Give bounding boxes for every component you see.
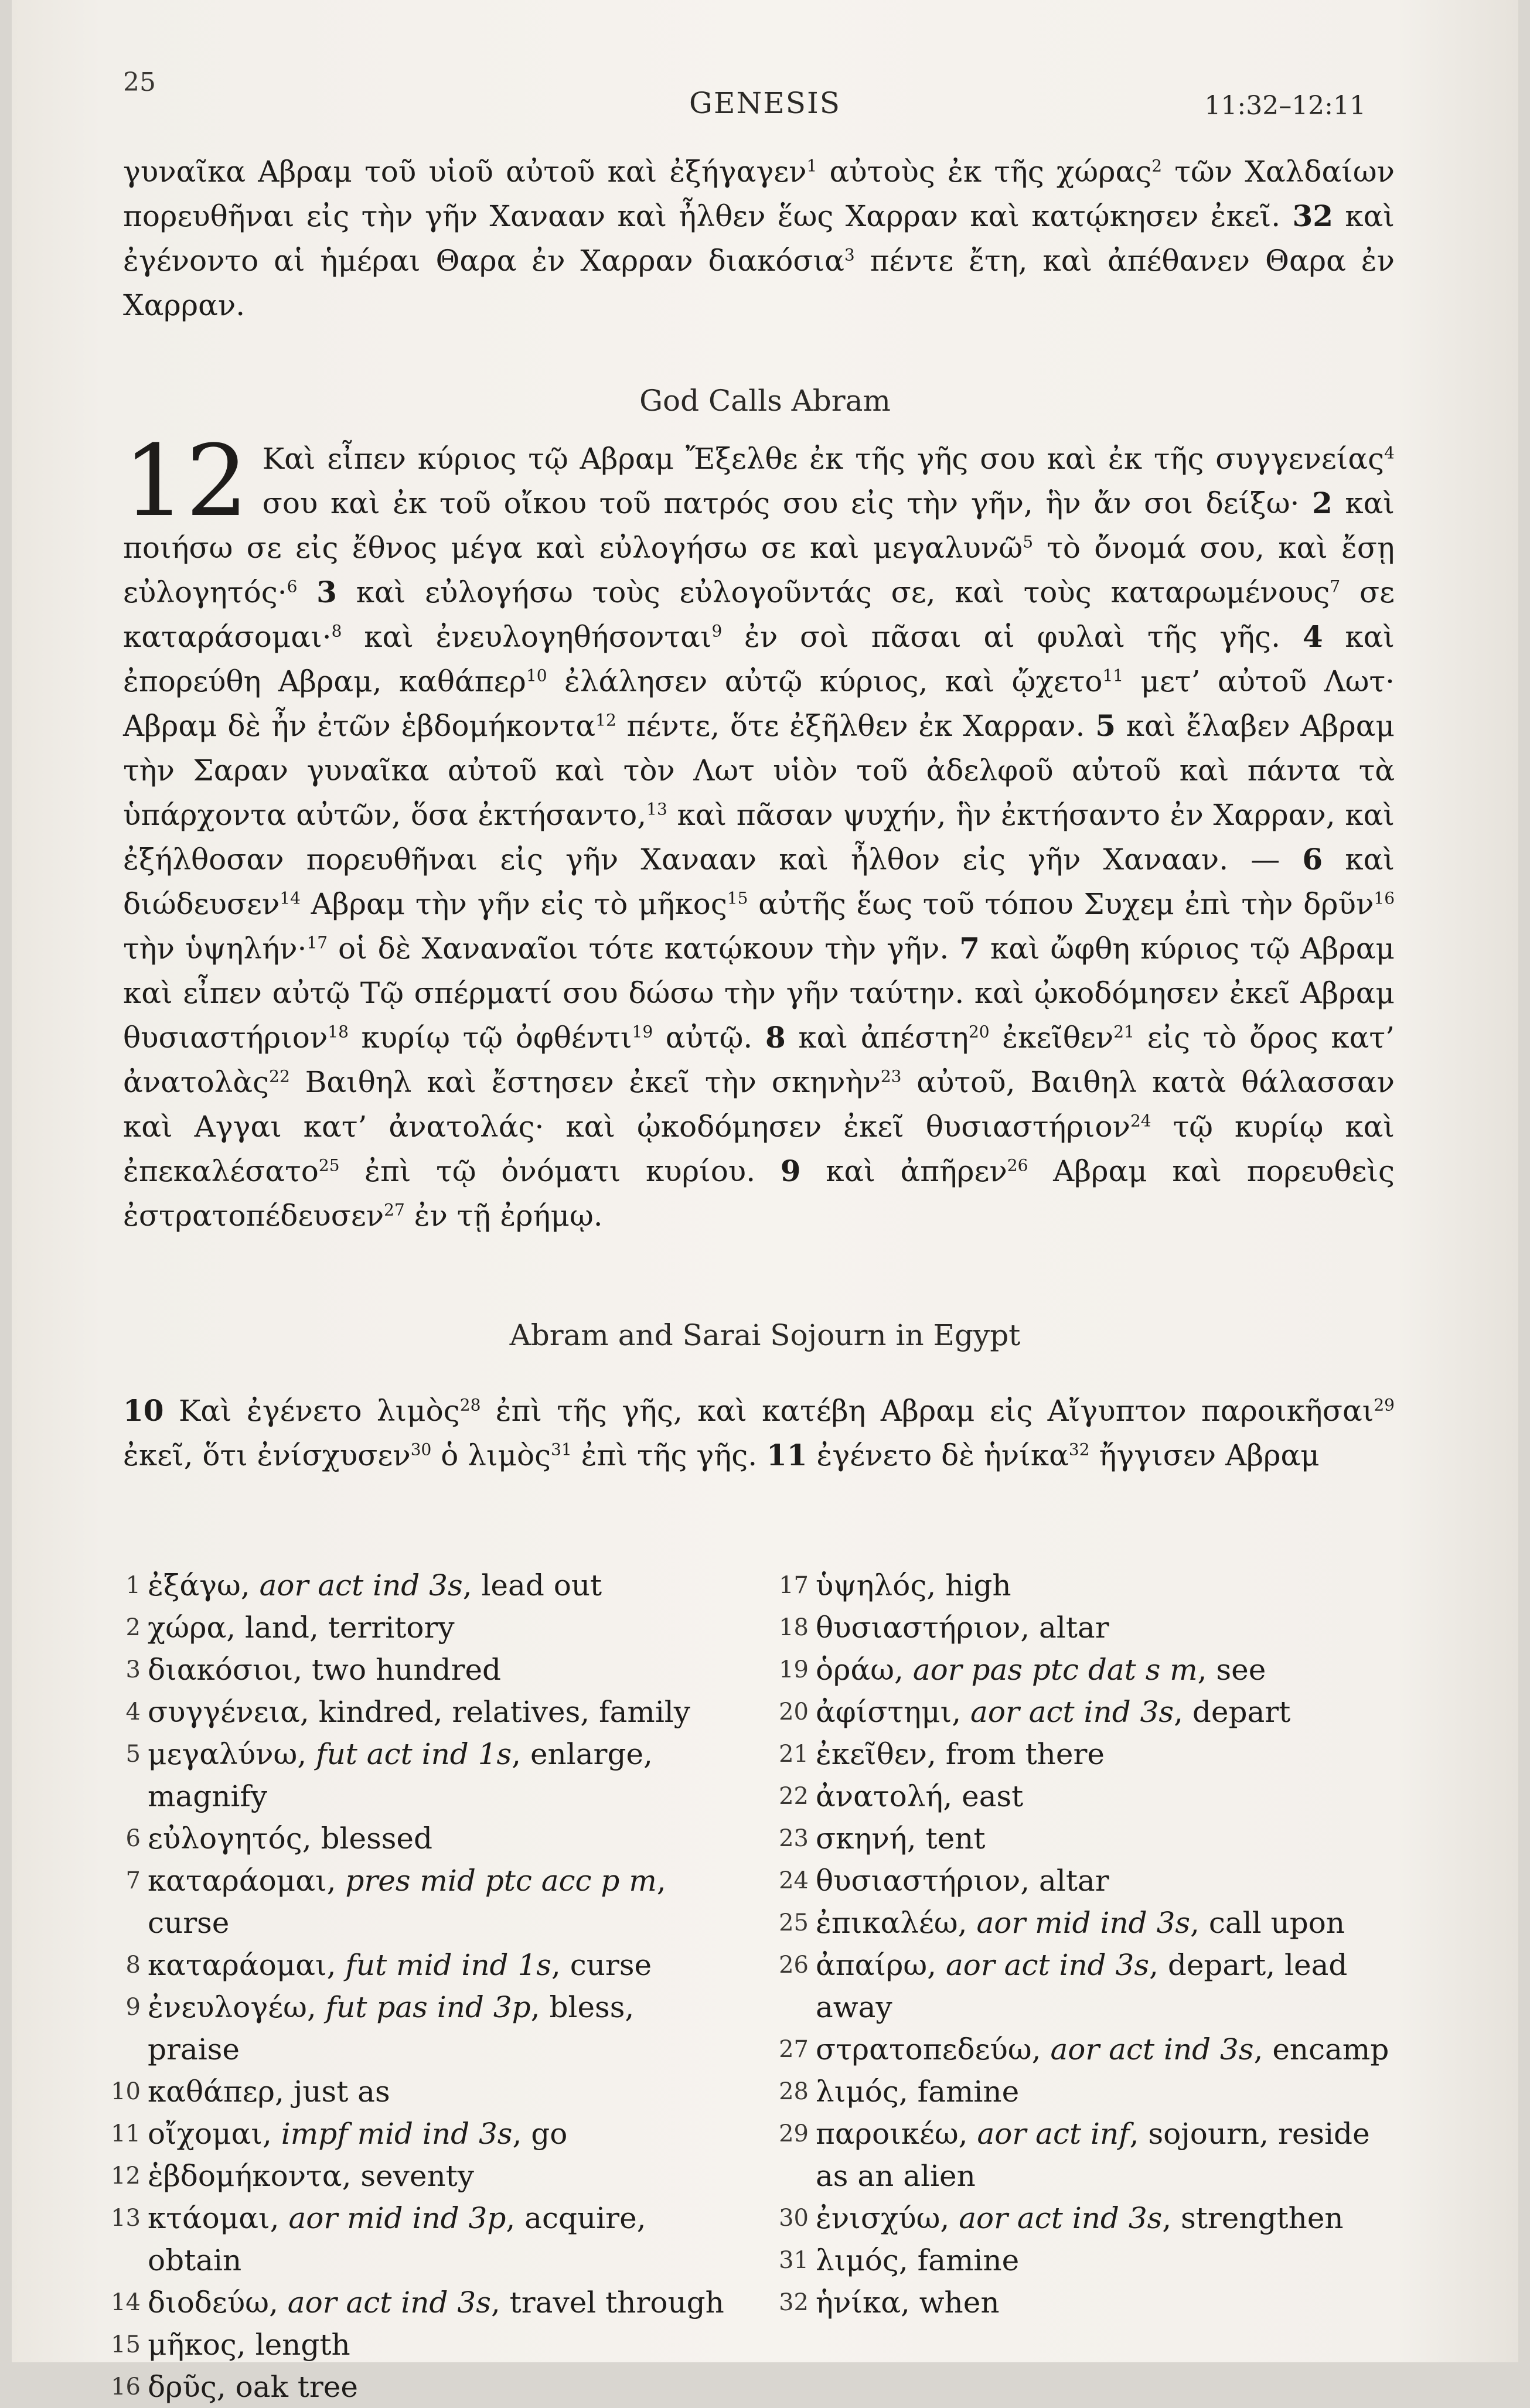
footnote-text: μῆκος, length: [148, 2328, 350, 2362]
footnote-marker: 21: [1113, 1022, 1134, 1042]
footnote-number: 16: [111, 2373, 141, 2400]
footnote-marker: 12: [595, 710, 616, 730]
text-run: καὶ εὐλογήσω τοὺς εὐλογοῦντάς σε, καὶ τοὺς καταρωμένους: [336, 575, 1330, 609]
text-run: τῷ κυρίῳ καὶ ἐπεκαλέσατο: [123, 1110, 1395, 1188]
footnote-marker: 3: [844, 245, 855, 265]
footnote-marker: 30: [410, 1440, 432, 1459]
footnote-text: ἀφίστημι, aor act ind 3s, depart: [816, 1695, 1291, 1729]
section-heading-egypt: Abram and Sarai Sojourn in Egypt: [509, 1318, 1021, 1352]
footnote-text: ἐξάγω, aor act ind 3s, lead out: [148, 1568, 602, 1602]
footnote-item: [768, 1944, 1400, 2028]
text-run: αὐτοῦ, Βαιθηλ κατὰ θάλασσαν καὶ Αγγαι κατ’ ἀνατολάς· καὶ ᾠκοδόμησεν ἐκεῖ θυσιαστήριον: [123, 1065, 1395, 1144]
footnote-item: [768, 2113, 1400, 2197]
footnote-number: 11: [111, 2120, 141, 2147]
text-run: τὴν ὑψηλήν·: [123, 932, 307, 966]
footnote-item: [768, 1607, 1400, 1649]
footnote-number: 25: [779, 1909, 809, 1936]
footnote-number: 14: [111, 2289, 141, 2316]
verse-number: 8: [765, 1020, 786, 1055]
footnote-number: 2: [125, 1614, 141, 1641]
text-run: καὶ ἐπορεύθη Αβραμ, καθάπερ: [123, 620, 1395, 698]
footnote-text: θυσιαστήριον, altar: [816, 1864, 1109, 1898]
footnote-marker: 28: [459, 1395, 481, 1415]
text-run: ἐγένετο δὲ ἡνίκα: [807, 1438, 1069, 1472]
footnote-text: ἡνίκα, when: [816, 2286, 1000, 2320]
verse-number: 9: [780, 1154, 801, 1188]
footnote-marker: 16: [1374, 888, 1395, 908]
text-run: αὐτῆς ἕως τοῦ τόπου Συχεμ ἐπὶ τὴν δρῦν: [748, 887, 1374, 921]
text-run: Καὶ ἐγένετο λιμὸς: [163, 1394, 460, 1428]
footnote-item: [100, 2155, 732, 2197]
footnote-item: [768, 1564, 1400, 1607]
text-run: τῶν Χαλδαίων πορευθῆναι εἰς τὴν γῆν Χανααν καὶ ἦλθεν ἕως Χαρραν καὶ κατῴκησεν ἐκεῖ.: [123, 155, 1395, 233]
text-run: κυρίῳ τῷ ὀφθέντι: [348, 1021, 632, 1055]
footnote-number: 23: [779, 1825, 809, 1852]
footnote-item: [768, 1775, 1400, 1817]
footnote-item: [100, 1649, 732, 1691]
footnote-number: 18: [779, 1614, 809, 1641]
running-header: [12, 62, 1518, 132]
footnote-number: 27: [779, 2036, 809, 2063]
text-run: ἐπὶ τῆς γῆς.: [571, 1438, 767, 1472]
footnote-item: [768, 1902, 1400, 1944]
text-run: ἐπὶ τῷ ὀνόματι κυρίου.: [339, 1154, 781, 1188]
footnote-text: συγγένεια, kindred, relatives, family: [148, 1695, 691, 1729]
text-run: καὶ διώδευσεν: [123, 843, 1395, 921]
footnote-item: [100, 1564, 732, 1607]
footnote-marker: 6: [287, 577, 298, 596]
verse-number: 3: [316, 575, 337, 609]
footnote-number: 15: [111, 2331, 141, 2358]
footnote-text: διοδεύω, aor act ind 3s, travel through: [148, 2286, 724, 2320]
text-run: πέντε, ὅτε ἐξῆλθεν ἐκ Χαρραν.: [616, 709, 1096, 743]
footnote-text: σκηνή, tent: [816, 1822, 986, 1856]
footnote-item: [768, 1733, 1400, 1775]
footnote-item: [100, 1691, 732, 1733]
footnote-item: [100, 2113, 732, 2155]
chapter-verse-reference: 11:32–12:11: [1204, 91, 1366, 121]
footnote-item: [100, 1944, 732, 1986]
footnote-marker: 32: [1068, 1440, 1090, 1459]
text-run: πέντε ἔτη, καὶ ἀπέθανεν Θαρα ἐν Χαρραν.: [123, 244, 1395, 322]
footnote-marker: 14: [280, 888, 301, 908]
footnote-marker: 17: [306, 933, 328, 953]
footnote-number: 5: [125, 1741, 141, 1768]
footnote-item: [768, 1817, 1400, 1860]
verse-number: 2: [1311, 486, 1333, 520]
text-run: Αβραμ τὴν γῆν εἰς τὸ μῆκος: [300, 887, 727, 921]
footnote-text: ἑβδομήκοντα, seventy: [148, 2159, 474, 2193]
text-run: καὶ ἐγένοντο αἱ ἡμέραι Θαρα ἐν Χαρραν διακόσια: [123, 199, 1395, 278]
verse-number: 11: [766, 1438, 807, 1472]
footnote-marker: 20: [968, 1022, 990, 1042]
footnote-item: [768, 2239, 1400, 2281]
text-run: ἐλάλησεν αὐτῷ κύριος, καὶ ᾤχετο: [547, 664, 1103, 698]
text-run: καὶ ἔλαβεν Αβραμ τὴν Σαραν γυναῖκα αὐτοῦ καὶ τὸν Λωτ υἱὸν τοῦ ἀδελφοῦ αὐτοῦ καὶ πάντα τὰ ὑπάρχοντα αὐτῶν, ὅσα ἐκτήσαντο,: [123, 709, 1395, 832]
footnote-number: 21: [779, 1741, 809, 1768]
footnote-marker: 19: [632, 1022, 653, 1042]
footnote-marker: 26: [1007, 1155, 1028, 1175]
footnote-item: [768, 1691, 1400, 1733]
book-page: [12, 0, 1518, 2404]
footnote-item: [768, 1649, 1400, 1691]
footnote-text: καταράομαι, pres mid ptc acc p m, curse: [148, 1864, 666, 1940]
book-title: GENESIS: [689, 86, 841, 120]
text-run: τὸ ὄνομά σου, καὶ ἔσῃ εὐλογητός·: [123, 531, 1395, 609]
footnote-marker: 24: [1130, 1111, 1151, 1131]
footnote-text: οἴχομαι, impf mid ind 3s, go: [148, 2117, 568, 2151]
page-number: 25: [123, 67, 156, 97]
text-run: Καὶ εἶπεν κύριος τῷ Αβραμ Ἔξελθε ἐκ τῆς γῆς σου καὶ ἐκ τῆς συγγενείας: [262, 442, 1385, 476]
footnote-text: ἐκεῖθεν, from there: [816, 1737, 1105, 1771]
footnote-item: [100, 2281, 732, 2324]
footnote-text: ἀπαίρω, aor act ind 3s, depart, lead away: [816, 1948, 1348, 2024]
footnote-text: χώρα, land, territory: [148, 1611, 455, 1645]
footnote-item: [100, 2324, 732, 2366]
footnote-text: εὐλογητός, blessed: [148, 1822, 432, 1856]
footnote-text: ἐνισχύω, aor act ind 3s, strengthen: [816, 2201, 1344, 2235]
footnote-item: [100, 1986, 732, 2071]
footnote-number: 4: [125, 1698, 141, 1725]
verse-number: 7: [959, 931, 980, 966]
text-run: καὶ ἐνευλογηθήσονται: [342, 620, 712, 654]
text-run: καὶ ὤφθη κύριος τῷ Αβραμ καὶ εἶπεν αὐτῷ Τῷ σπέρματί σου δώσω τὴν γῆν ταύτην. καὶ ᾠκοδόμησεν ἐκεῖ Αβραμ θυσιαστήριον: [123, 932, 1395, 1055]
footnote-marker: 10: [526, 666, 547, 685]
footnote-number: 20: [779, 1698, 809, 1725]
text-run: καὶ πᾶσαν ψυχήν, ἣν ἐκτήσαντο ἐν Χαρραν, καὶ ἐξήλθοσαν πορευθῆναι εἰς γῆν Χανααν καὶ ἦλθον εἰς γῆν Χανααν. —: [123, 798, 1395, 876]
footnote-item: [100, 2366, 732, 2408]
text-run: ἐν τῇ ἐρήμῳ.: [404, 1199, 603, 1233]
footnote-number: 17: [779, 1572, 809, 1599]
footnote-number: 19: [779, 1656, 809, 1683]
footnote-marker: 18: [328, 1022, 349, 1042]
footnote-text: ἐνευλογέω, fut pas ind 3p, bless, praise: [148, 1990, 635, 2066]
footnote-item: [100, 2071, 732, 2113]
footnote-number: 3: [125, 1656, 141, 1683]
text-run: ἤγγισεν Αβραμ: [1089, 1438, 1320, 1472]
footnote-marker: 15: [727, 888, 748, 908]
footnotes-left-column: [100, 1564, 732, 2408]
footnote-text: λιμός, famine: [816, 2075, 1020, 2109]
footnote-text: διακόσιοι, two hundred: [148, 1653, 502, 1687]
footnote-number: 10: [111, 2078, 141, 2105]
footnote-marker: 25: [318, 1155, 340, 1175]
footnotes-right-column: [768, 1564, 1400, 2324]
footnote-marker: 7: [1330, 577, 1341, 596]
footnote-text: στρατοπεδεύω, aor act ind 3s, encamp: [816, 2032, 1389, 2066]
footnote-item: [100, 1860, 732, 1944]
verse-number: 10: [123, 1393, 164, 1428]
footnote-marker: 9: [711, 621, 723, 641]
footnote-marker: 29: [1374, 1395, 1395, 1415]
text-run: καὶ ἀπέστη: [785, 1021, 969, 1055]
footnote-number: 29: [779, 2120, 809, 2147]
text-run: οἱ δὲ Χαναναῖοι τότε κατῴκουν τὴν γῆν.: [328, 932, 960, 966]
text-run: ἐκεῖθεν: [989, 1021, 1114, 1055]
verse-number: 6: [1302, 842, 1323, 876]
footnote-number: 22: [779, 1783, 809, 1810]
footnote-number: 13: [111, 2205, 141, 2232]
text-run: ἐν σοὶ πᾶσαι αἱ φυλαὶ τῆς γῆς.: [722, 620, 1303, 654]
footnote-item: [768, 2281, 1400, 2324]
verse-number: 32: [1292, 199, 1334, 233]
chapter-12-paragraph: [123, 424, 1395, 1238]
footnote-number: 26: [779, 1952, 809, 1979]
footnote-item: [100, 1817, 732, 1860]
footnote-number: 31: [779, 2247, 809, 2274]
footnote-marker: 5: [1023, 532, 1034, 552]
text-run: ἐκεῖ, ὅτι ἐνίσχυσεν: [123, 1438, 411, 1472]
text-run: ἐπὶ τῆς γῆς, καὶ κατέβη Αβραμ εἰς Αἴγυπτον παροικῆσαι: [481, 1394, 1374, 1428]
footnote-number: 9: [125, 1994, 141, 2021]
footnote-item: [768, 1860, 1400, 1902]
intro-paragraph: [123, 149, 1395, 328]
footnote-text: ὁράω, aor pas ptc dat s m, see: [816, 1653, 1266, 1687]
footnote-number: 28: [779, 2078, 809, 2105]
footnote-marker: 27: [384, 1200, 405, 1220]
chapter-number: 12: [123, 424, 248, 538]
footnote-marker: 31: [551, 1440, 572, 1459]
verse-number: 5: [1095, 708, 1116, 743]
footnote-marker: 11: [1102, 666, 1124, 685]
footnote-text: θυσιαστήριον, altar: [816, 1611, 1109, 1645]
text-run: σε καταράσομαι·: [123, 575, 1395, 654]
footnote-number: 6: [125, 1825, 141, 1852]
text-run: Βαιθηλ καὶ ἔστησεν ἐκεῖ τὴν σκηνὴν: [289, 1065, 881, 1099]
verse-number: 4: [1302, 619, 1323, 654]
text-run: αὐτοὺς ἐκ τῆς χώρας: [817, 155, 1152, 189]
text-run: Αβραμ καὶ πορευθεὶς ἐστρατοπέδευσεν: [123, 1154, 1395, 1233]
footnote-item: [100, 2197, 732, 2281]
footnote-item: [768, 2197, 1400, 2239]
footnote-text: ὑψηλός, high: [816, 1568, 1011, 1602]
footnote-marker: 8: [331, 621, 342, 641]
text-run: εἰς τὸ ὄρος κατ’ ἀνατολὰς: [123, 1021, 1395, 1099]
footnote-number: 1: [125, 1572, 141, 1599]
footnote-text: κτάομαι, aor mid ind 3p, acquire, obtain: [148, 2201, 646, 2277]
footnote-number: 12: [111, 2163, 141, 2189]
footnote-item: [100, 1733, 732, 1817]
egypt-paragraph: [123, 1389, 1395, 1478]
text-run: μετ’ αὐτοῦ Λωτ· Αβραμ δὲ ἦν ἐτῶν ἑβδομήκοντα: [123, 664, 1395, 743]
footnote-text: ἀνατολή, east: [816, 1779, 1024, 1813]
footnote-marker: 2: [1151, 156, 1163, 176]
footnote-item: [768, 2071, 1400, 2113]
footnote-text: καθάπερ, just as: [148, 2075, 390, 2109]
text-run: γυναῖκα Αβραμ τοῦ υἱοῦ αὐτοῦ καὶ ἐξήγαγεν: [123, 155, 807, 189]
footnote-marker: 13: [646, 799, 667, 819]
footnote-text: λιμός, famine: [816, 2243, 1020, 2277]
footnote-text: δρῦς, oak tree: [148, 2370, 358, 2404]
footnote-number: 24: [779, 1867, 809, 1894]
footnote-number: 30: [779, 2205, 809, 2232]
section-heading-god-calls-abram: God Calls Abram: [639, 384, 891, 418]
footnote-marker: 23: [880, 1066, 902, 1086]
footnote-marker: 1: [806, 156, 817, 176]
footnote-item: [768, 2028, 1400, 2071]
text-run: καὶ ἀπῆρεν: [800, 1154, 1007, 1188]
footnote-number: 7: [125, 1867, 141, 1894]
footnote-marker: 22: [269, 1066, 290, 1086]
footnote-text: μεγαλύνω, fut act ind 1s, enlarge, magnify: [148, 1737, 653, 1813]
text-run: ὁ λιμὸς: [431, 1438, 551, 1472]
footnote-marker: 4: [1384, 443, 1395, 463]
footnote-item: [100, 1607, 732, 1649]
footnote-number: 8: [125, 1952, 141, 1979]
footnote-text: ἐπικαλέω, aor mid ind 3s, call upon: [816, 1906, 1345, 1940]
footnote-text: παροικέω, aor act inf, sojourn, reside as an alien: [816, 2117, 1370, 2193]
text-run: σου καὶ ἐκ τοῦ οἴκου τοῦ πατρός σου εἰς τὴν γῆν, ἣν ἄν σοι δείξω·: [262, 486, 1312, 520]
footnote-number: 32: [779, 2289, 809, 2316]
text-run: καὶ ποιήσω σε εἰς ἔθνος μέγα καὶ εὐλογήσω σε καὶ μεγαλυνῶ: [123, 486, 1395, 565]
text-run: αὐτῷ.: [653, 1021, 765, 1055]
footnote-text: καταράομαι, fut mid ind 1s, curse: [148, 1948, 652, 1982]
